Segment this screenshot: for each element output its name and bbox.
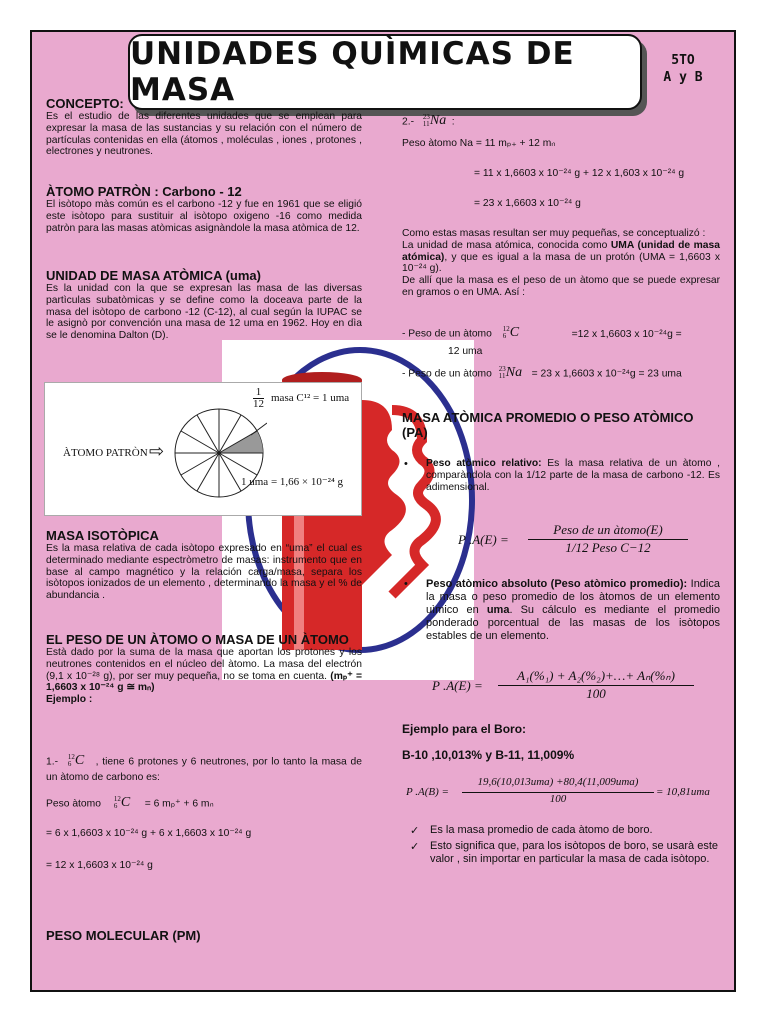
c-sym-2: C — [120, 795, 131, 810]
na-line — [402, 364, 720, 384]
c-line-label: - Peso de un àtomo — [402, 328, 492, 340]
relativo-body: Es la masa relativa de un àtomo , comparàndola con la 1/12 parte de la masa de carbono -12. Es adimensional. — [426, 458, 720, 493]
como-text: Como estas masas resultan ser muy pequeñas, se conceptualizó : — [402, 228, 706, 239]
carbon-isotope-3 — [503, 324, 521, 344]
check-icon: ✓ — [410, 825, 420, 837]
c-mass-3: 12 — [502, 325, 510, 333]
na-num-2: 11 — [498, 372, 506, 381]
c-num: 6 — [67, 760, 72, 769]
uma-title: UNIDAD DE MASA ATÒMICA (uma) — [46, 268, 261, 283]
uma-bold: UMA (unidad de masa atómica) — [402, 239, 720, 263]
uma-text: Es la unidad con la que se expresan las masa de las diversas partìculas subatòmicas y se define como la doceava parte de la masa del isòtopo de carbono -12 (C-12), al cual según la IUPAC se le asignò por convención una masa de 12 uma en 1962. Hoy en dìa se le denomina Dalton (D). — [46, 283, 362, 342]
fraction — [253, 387, 264, 410]
na-line-rest: = 23 x 1,6603 x 10⁻²⁴g = 23 uma — [531, 368, 682, 380]
f1-den: 1/12 Peso C−12 — [528, 539, 688, 556]
f3-left: P .A(B) = — [406, 786, 449, 798]
boro-title: Ejemplo para el Boro: — [402, 722, 527, 736]
example-1 — [46, 752, 362, 784]
absoluto-text — [426, 578, 720, 643]
c-sym-3: C — [509, 325, 520, 340]
concepto-section — [46, 96, 362, 158]
concepto-title: CONCEPTO: — [46, 96, 124, 111]
example-2: 2.- 23 11 Na : — [402, 112, 720, 132]
relativo-bold: Peso atòmico relativo: — [426, 458, 542, 469]
fraction-rest: masa C¹² = 1 uma — [271, 392, 350, 404]
patron-title: ÀTOMO PATRÒN : Carbono - 12 — [46, 184, 242, 199]
f1-left: P .A(E) = — [458, 532, 509, 547]
c-line-result: 12 uma — [448, 346, 483, 357]
c-sym: C — [74, 753, 85, 768]
c-line — [402, 324, 720, 344]
molecular-section — [46, 928, 362, 943]
check-text-1: Es la masa promedio de cada àtomo de boro. — [430, 824, 653, 836]
relativo-text — [426, 458, 720, 493]
ex1-line1-label: Peso àtomo — [46, 798, 101, 810]
check-text-2: Esto significa que, para los isòtopos de boro, se usarà este valor , sin importar en particular la masa de cada isòtopo. — [430, 840, 719, 865]
grade-label — [648, 52, 718, 86]
ex1-prefix: 1.- — [46, 756, 59, 768]
ex2-prefix: 2.- — [402, 116, 415, 128]
c-num-3: 6 — [502, 332, 507, 341]
ex2-line3: = 23 x 1,6603 x 10⁻²⁴ g — [474, 198, 581, 209]
bullet-icon: • — [404, 458, 408, 470]
ex2-line1: Peso àtomo Na = 11 mₚ₊ + 12 mₙ — [402, 138, 556, 149]
fraction-num: 1 — [255, 386, 262, 398]
na-num: 11 — [422, 120, 430, 129]
sections: A y B — [663, 70, 703, 85]
absoluto-body: Indica la masa o peso promedio de los àtomos de un elemento uìmico en — [426, 578, 720, 616]
check-icon-2: ✓ — [410, 841, 420, 853]
absoluto-after: . Su cálculo es mediante el promedio ponderado porcentual de las masas de los isòtopos estables de un elemento. — [426, 604, 720, 642]
patron-section — [46, 184, 362, 234]
f3-den: 100 — [462, 792, 654, 805]
uma-intro: La unidad de masa atómica, conocida como — [402, 239, 611, 251]
peso-bold: (mₚ⁺ = 1,6603 x 10⁻²⁴ g ≅ mₙ) — [46, 670, 362, 694]
na-line-label: - Peso de un àtomo — [402, 368, 492, 380]
carbon-isotope — [68, 752, 86, 772]
grade: 5TO — [671, 53, 695, 68]
uma-concept — [402, 228, 720, 299]
bullet-icon-2: • — [404, 578, 408, 590]
c-line-rest: =12 x 1,6603 x 10⁻²⁴g = — [571, 328, 682, 340]
c-mass-2: 12 — [113, 795, 121, 803]
page-title: UNIDADES QUÌMICAS DE MASA — [130, 36, 575, 108]
sodium-isotope — [423, 112, 449, 132]
na-mass-2: 23 — [498, 365, 506, 373]
isotopica-title: MASA ISOTÒPICA — [46, 528, 159, 543]
f2-den: 100 — [498, 685, 694, 702]
absoluto-bold: Peso atòmico absoluto (Peso atòmico promedio): — [426, 578, 688, 590]
ex1-line1 — [46, 794, 362, 814]
ex1-line1-rest: = 6 mₚ⁺ + 6 mₙ — [144, 798, 214, 810]
pa-section — [402, 410, 720, 440]
ejemplo-label: Ejemplo : — [46, 694, 93, 706]
f3-num: 19,6(10,013uma) +80,4(11,009uma) — [477, 776, 639, 788]
pa-title: MASA ATÒMICA PROMEDIO O PESO ATÒMICO (PA) — [402, 410, 694, 440]
molecular-title: PESO MOLECULAR (PM) — [46, 928, 201, 943]
dealli-text: De allí que la masa es el peso de un àtomo que se puede expresar en gramos o en UMA. Así : — [402, 275, 720, 298]
fraction-den: 12 — [253, 398, 264, 410]
c-num-2: 6 — [113, 802, 118, 811]
absoluto-uma: uma — [486, 604, 510, 616]
uma-equivalence: 1 uma = 1,66 × 10⁻²⁴ g — [241, 476, 344, 488]
peso-section — [46, 632, 362, 706]
arrow-icon: ⇨ — [149, 441, 165, 461]
f3-res: = 10,81uma — [656, 786, 710, 798]
atomo-patron-diagram — [44, 382, 362, 516]
na-sym-2: Na — [505, 365, 523, 380]
na-mass: 23 — [422, 113, 430, 121]
f2-left: P .A(E) = — [432, 678, 483, 693]
f2-num: A₁(%₁) + A₂(%₂)+…+ Aₙ(%ₙ) — [517, 668, 675, 683]
boro-data: B-10 ,10,013% y B-11, 11,009% — [402, 748, 575, 762]
na-sym: Na — [429, 113, 447, 128]
uma-section — [46, 268, 362, 342]
isotopica-text: Es la masa relativa de cada isòtopo expresado en “uma” el cual es determinado mediante espectròmetro de masas: instrumento que en base al campo magnético y la relación carga/masa, separa los isòtopos ionizados de un elemento , determinando la masa y el % de abundancia . — [46, 543, 362, 602]
peso-title: EL PESO DE UN ÀTOMO O MASA DE UN ÀTOMO — [46, 632, 349, 647]
sodium-isotope-2 — [499, 364, 525, 384]
isotopica-section — [46, 528, 362, 602]
ex1-line2: = 6 x 1,6603 x 10⁻²⁴ g + 6 x 1,6603 x 10⁻²⁴ g — [46, 828, 252, 839]
peso-text: Està dado por la suma de la masa que aportan los protones y los neutrones contenidos en el núcleo del àtomo. La masa del electrón (9,1 x 10⁻²⁸ g), por ser muy pequeña, no se toma en cuenta. — [46, 647, 362, 682]
ex1-line3: = 12 x 1,6603 x 10⁻²⁴ g — [46, 860, 153, 871]
patron-text: El isòtopo màs común es el carbono -12 y fue en 1961 que se eligió este isòtopo para sustituir al isòtopo oxigeno -16 como medida patròn para las masas atòmicas asignàndole la masa atòmica de 12. — [46, 199, 362, 234]
ex1-text: , tiene 6 protones y 6 neutrones, por lo tanto la masa de un àtomo de carbono es: — [46, 756, 362, 783]
f1-num: Peso de un àtomo(E) — [553, 522, 663, 537]
diagram-label: ÀTOMO PATRÒN — [63, 447, 148, 459]
ex2-line2: = 11 x 1,6603 x 10⁻²⁴ g + 12 x 1,603 x 10⁻²⁴ g — [474, 168, 685, 179]
uma-after: , y que es igual a la masa de un protón (UMA = 1,6603 x 10⁻²⁴ g). — [402, 251, 720, 275]
carbon-isotope-2 — [114, 794, 132, 814]
concepto-text: Es el estudio de las diferentes unidades que se emplean para expresar la masa de las sustancias y su relación con el número de partículas contenidas en ella (átomos , moléculas , iones , protones , electrones y neutrones. — [46, 111, 362, 158]
c-mass: 12 — [67, 753, 75, 761]
